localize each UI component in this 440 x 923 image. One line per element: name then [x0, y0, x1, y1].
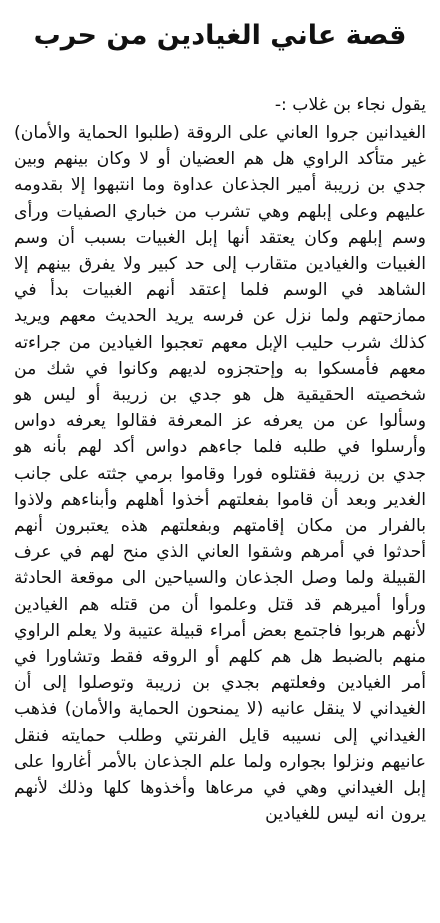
body-paragraph: الغيدانين جروا العاني على الروقة (طلبوا الحماية والأمان) غير متأكد الراوي هل هم العضيان أو لا وكان بينهم وبين جدي بن زريبة أمير الجذعان عداوة وما انتبهوا إلا بقدومه عليهم وعلى إبلهم وهي تشرب من خباري الصفيات ورأى وسم إبلهم وكان يعتقد أنها إبل الغبيات بسبب أن وسم الغبيات والغيادين متقارب إلى حد كبير ولا يفرق بينهم إلا الشاهد في الوسم فلما إعتقد أنهم الغبيات بدأ في ممازحتهم ولما نزل عن فرسه يريد الحديث معهم ويريد كذلك شرب حليب الإبل معهم تعجبوا الغيادين من جراءته معهم فأمسكوا به وإحتجزوه لديهم وكانوا في شك من شخصيته الحقيقية هل هو جدي بن زريبة أو ليس هو وسألوا عن من يعرفه عز المعرفة فقالوا يعرفه دواس وأرسلوا في طلبه فلما جاءهم دواس أكد لهم بأنه هو جدي بن زريبة فقتلوه فورا وقاموا برمي جثته على جانب الغدير وبعد أن قاموا بفعلتهم أخذوا أهلهم وأبناءهم ولاذوا بالفرار من مكان إقامتهم وبفعلتهم هذه يعتبرون أنهم أحدثوا في أمرهم وشقوا العاني الذي منح لهم في عرف القبيلة ولما وصل الجذعان والسياحين الى موقعة الحادثة ورأوا أميرهم قد قتل وعلموا أن من قتله هم الغيادين لأنهم هربوا فاجتمع بعض أمراء قبيلة عتيبة ولا يعلم الراوي منهم بالضبط هل هم كلهم أو الروقه فقط وتشاورا في أمر الغيادين وفعلتهم بجدي بن زريبة وتوصلوا إلى أن الغيداني لا ينقل عانيه (لا يمنحون الحماية والأمان) فذهب الغيداني إلى نسيبه قايل الفرنتي وطلب حمايته فنقل عانيهم ونزلوا بجواره ولما علم الجذعان بالأمر أغاروا على إبل الغيداني وهي في مرعاها وأخذوها كلها وذلك لأنهم يرون انه ليس للغيادين [14, 123, 426, 825]
intro-line: يقول نجاء بن غلاب :- [274, 95, 426, 115]
page-title: قصة عاني الغيادين من حرب [33, 20, 407, 51]
